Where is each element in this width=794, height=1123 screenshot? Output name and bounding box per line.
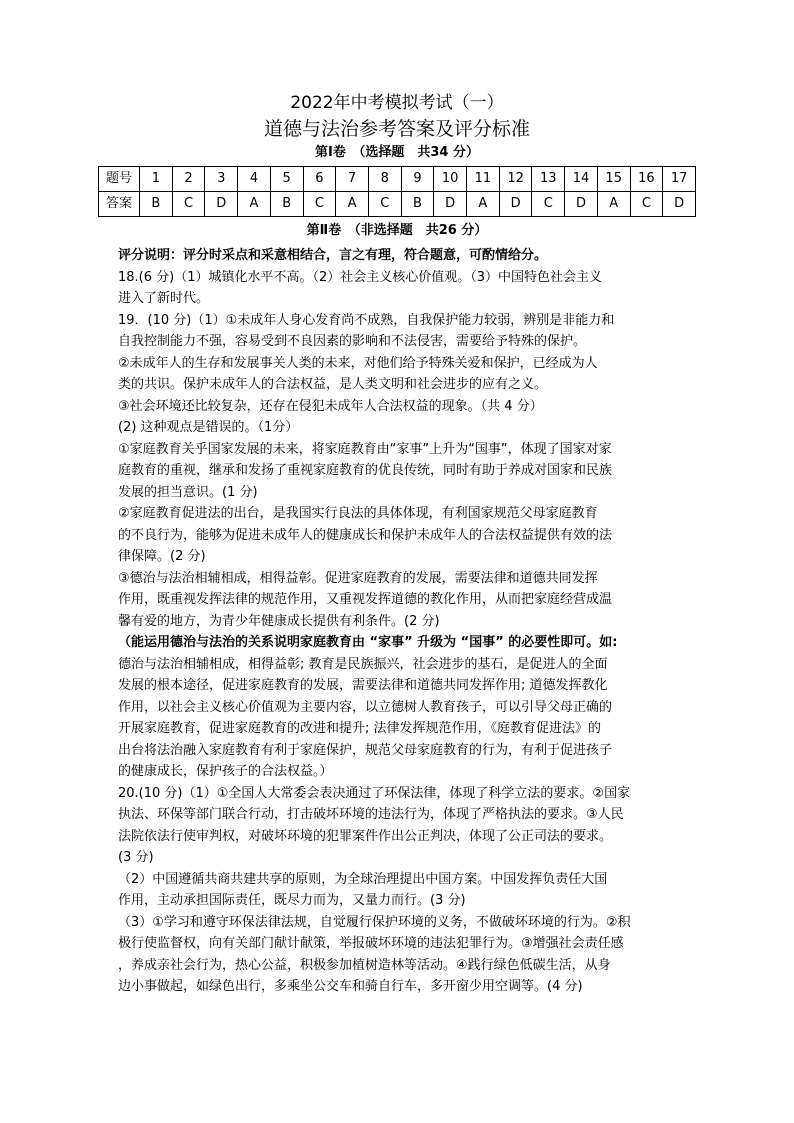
answer-cell: D (499, 192, 532, 217)
answer-cell: B (401, 192, 434, 217)
answer-text-line: （能运用德治与法治的关系说明家庭教育由 “家事” 升级为 “国事” 的必要性即可。如: (118, 635, 618, 650)
question-number-cell: 11 (467, 167, 500, 192)
answer-text-line: 出台将法治融入家庭教育有利于家庭保护，规范父母家庭教育的行为，有利于促进孩子 (118, 742, 613, 758)
exam-subtitle: 道德与法治参考答案及评分标准 (263, 118, 530, 140)
answer-text-line: 执法、环保等部门联合行动，打击破坏环境的违法行为，体现了严格执法的要求。③人民 (118, 807, 624, 822)
answer-text-line: 18.(6 分)（1）城镇化水平不高。（2）社会主义核心价值观。（3）中国特色社会主义 (118, 269, 603, 285)
answer-cell: C (172, 192, 205, 217)
answer-text-line: 馨有爱的地方，为青少年健康成长提供有利条件。(2 分) (118, 613, 440, 629)
answer-text-line: 进入了新时代。 (118, 291, 210, 306)
answer-cell: A (238, 192, 271, 217)
answer-text-line: 极行使监督权，向有关部门献计献策，举报破坏环境的违法犯罪行为。③增强社会责任感 (118, 936, 624, 951)
answer-text-line: 作用，以社会主义核心价值观为主要内容，以立德树人教育孩子，可以引导父母正确的 (118, 699, 613, 715)
answer-text-line: 德治与法治相辅相成，相得益彰; 教育是民族振兴，社会进步的基石，是促进人的全面 (118, 656, 608, 672)
answer-text-line: 20.(10 分)（1）①全国人大常委会表决通过了环保法律，体现了科学立法的要求。②国家 (118, 785, 631, 801)
answer-text-line: 的不良行为，能够为促进未成年人的健康成长和保护未成年人的合法权益提供有效的法 (118, 527, 613, 543)
question-number-cell: 4 (238, 167, 271, 192)
answer-text-line: 类的共识。保护未成年人的合法权益，是人类文明和社会进步的应有之义。 (118, 377, 548, 392)
answer-text-line: ③德治与法治相辅相成，相得益彰。促进家庭教育的发展，需要法律和道德共同发挥 (118, 570, 598, 586)
answer-cell: C (532, 192, 565, 217)
scoring-note: 评分说明：评分时采点和采意相结合，言之有理，符合题意，可酌情给分。 (118, 248, 548, 263)
answer-text-line: 发展的担当意识。(1 分) (118, 484, 258, 500)
answer-cell: C (368, 192, 401, 217)
answer-text-line: 边小事做起，如绿色出行，多乘坐公交车和骑自行车，多开窗少用空调等。(4 分) (118, 979, 583, 994)
answer-cell: C (630, 192, 663, 217)
part2-heading: 第Ⅱ卷 （非选择题 共26 分） (306, 223, 488, 238)
question-number-row (99, 167, 696, 192)
question-number-cell: 14 (565, 167, 598, 192)
row-label-question-number: 题号 (99, 167, 140, 192)
answer-row (99, 192, 696, 217)
answer-text-line: （3）①学习和遵守环保法律法规，自觉履行保护环境的义务，不做破坏环境的行为。②积 (118, 914, 631, 930)
answer-text-line: 作用，主动承担国际责任，既尽力而为，又量力而行。(3 分) (118, 893, 466, 908)
answer-text-line: 19．(10 分)（1）①未成年人身心发育尚不成熟，自我保护能力较弱，辨别是非能力和 (118, 312, 615, 328)
question-number-cell: 12 (499, 167, 532, 192)
question-number-cell: 8 (368, 167, 401, 192)
answer-text-line: 律保障。(2 分) (118, 549, 206, 564)
question-number-cell: 1 (140, 167, 173, 192)
answer-cell: D (565, 192, 598, 217)
answer-cell: A (597, 192, 630, 217)
question-number-cell: 9 (401, 167, 434, 192)
question-number-cell: 13 (532, 167, 565, 192)
answer-table (98, 166, 696, 217)
question-number-cell: 6 (303, 167, 336, 192)
answer-cell: B (270, 192, 303, 217)
question-number-cell: 10 (434, 167, 467, 192)
answer-text-line: ，养成亲社会行为，热心公益，积极参加植树造林等活动。④践行绿色低碳生活，从身 (118, 957, 611, 973)
part1-heading: 第Ⅰ卷 （选择题 共34 分） (315, 145, 479, 160)
row-label-answer: 答案 (99, 192, 140, 217)
answer-text-line: (2) 这种观点是错误的。（1分） (118, 420, 299, 435)
answer-text-line: 庭教育的重视，继承和发扬了重视家庭教育的优良传统，同时有助于养成对国家和民族 (118, 463, 613, 478)
question-number-cell: 17 (663, 167, 696, 192)
answer-text-line: ②未成年人的生存和发展事关人类的未来，对他们给予特殊关爱和保护，已经成为人 (118, 355, 598, 371)
answer-cell: A (336, 192, 369, 217)
answer-cell: D (205, 192, 238, 217)
answer-text-line: （2）中国遵循共商共建共享的原则，为全球治理提出中国方案。中国发挥负责任大国 (118, 871, 608, 887)
answer-text-line: 自我控制能力不强，容易受到不良因素的影响和不法侵害，需要给予特殊的保护。 (118, 334, 587, 349)
answer-cell: D (663, 192, 696, 217)
answer-body (118, 245, 690, 998)
answer-text-line: ②家庭教育促进法的出台，是我国实行良法的具体体现，有利国家规范父母家庭教育 (118, 506, 598, 521)
answer-text-line: 发展的根本途径，促进家庭教育的发展，需要法律和道德共同发挥作用; 道德发挥教化 (118, 678, 608, 693)
answer-cell: B (140, 192, 173, 217)
answer-cell: A (467, 192, 500, 217)
answer-text-line: 法院依法行使审判权，对破坏环境的犯罪案件作出公正判决，体现了公正司法的要求。 (118, 828, 613, 844)
exam-title: 2022年中考模拟考试（一） (290, 93, 504, 113)
question-number-cell: 7 (336, 167, 369, 192)
question-number-cell: 15 (597, 167, 630, 192)
question-number-cell: 3 (205, 167, 238, 192)
answer-cell: D (434, 192, 467, 217)
question-number-cell: 5 (270, 167, 303, 192)
answer-cell: C (303, 192, 336, 217)
answer-text-line: 作用，既重视发挥法律的规范作用，又重视发挥道德的教化作用，从而把家庭经营成温 (118, 592, 613, 607)
answer-text-line: 的健康成长，保护孩子的合法权益。） (118, 764, 333, 779)
answer-text-line: (3 分) (118, 850, 154, 865)
answer-text-line: ①家庭教育关乎国家发展的未来，将家庭教育由“家事”上升为“国事”，体现了国家对家 (118, 441, 612, 457)
question-number-cell: 16 (630, 167, 663, 192)
answer-text-line: 开展家庭教育，促进家庭教育的改进和提升; 法律发挥规范作用，《庭教育促进法》的 (118, 721, 602, 736)
question-number-cell: 2 (172, 167, 205, 192)
answer-text-line: ③社会环境还比较复杂，还存在侵犯未成年人合法权益的现象。（共 4 分） (118, 398, 543, 414)
